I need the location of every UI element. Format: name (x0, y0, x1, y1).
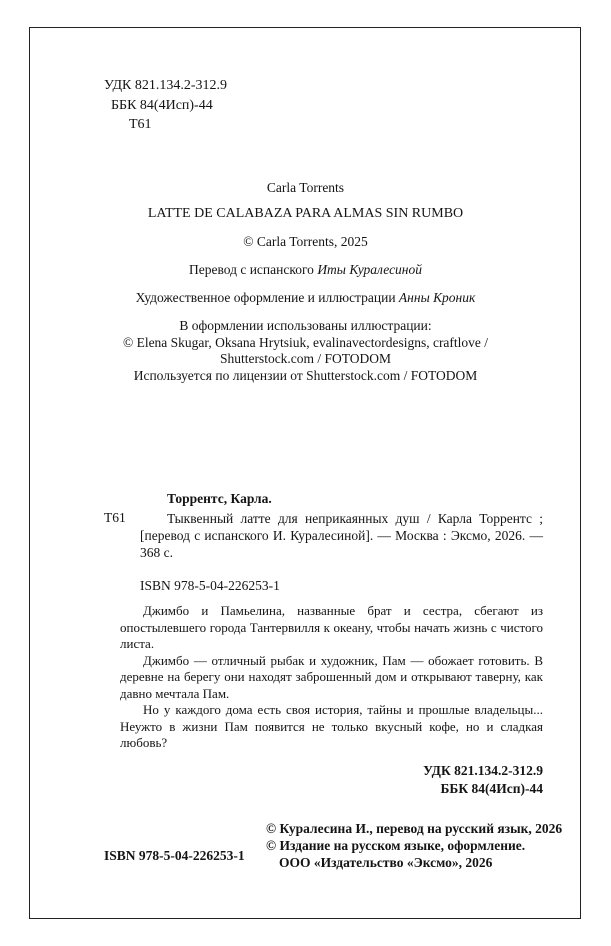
license-note: Используется по лицензии от Shutterstock.com / FOTODOM (133, 367, 478, 383)
annotation-paragraph-3: Но у каждого дома есть своя история, тайны и прошлые владельцы... Неужто в жизни Пам появится не только вкусный кофе, но и сладкая любовь? (120, 702, 543, 750)
annotation-block (120, 603, 543, 752)
udk-code-top: УДК 821.134.2-312.9 (104, 78, 228, 93)
classification-top (104, 76, 227, 135)
catalog-isbn: ISBN 978-5-04-226253-1 (140, 578, 280, 593)
copyright-edition: © Издание на русском языке, оформление. (266, 838, 526, 853)
annotation-paragraph-1: Джимбо и Памьелина, названные брат и сестра, сбегают из опостылевшего города Тантервилля к океану, чтобы начать жизнь с чистого листа. (120, 603, 543, 651)
bbk-code-top: ББК 84(4Исп)-44 (111, 97, 213, 113)
bbk-code-bottom: ББК 84(4Исп)-44 (440, 780, 543, 796)
catalog-author-heading: Торрентс, Карла. (167, 491, 272, 506)
original-copyright: © Carla Torrents, 2025 (243, 234, 368, 249)
annotation-paragraph-2: Джимбо — отличный рыбак и художник, Пам — обожает готовить. В деревне на берегу они находят заброшенный дом и открывают таверну, как давно мечтала Пам. (120, 652, 543, 701)
isbn-bottom: ISBN 978-5-04-226253-1 (104, 848, 245, 863)
title-credits-block (50, 179, 561, 384)
classification-bottom (423, 762, 543, 797)
udk-code-bottom: УДК 821.134.2-312.9 (423, 763, 543, 778)
original-title: LATTE DE CALABAZA PARA ALMAS SIN RUMBO (147, 206, 464, 221)
publisher-copyrights (266, 820, 562, 871)
catalog-author-sign: Т61 (104, 510, 126, 525)
original-author: Carla Torrents (266, 180, 345, 195)
translation-label: Перевод с испанского (188, 262, 314, 277)
author-sign-top: Т61 (129, 117, 152, 132)
translation-credit (50, 261, 561, 278)
copyright-publisher: ООО «Издательство «Эксмо», 2026 (279, 855, 493, 870)
design-credit (50, 289, 561, 306)
illustration-credits (50, 318, 561, 384)
illustrations-credit: © Elena Skugar, Oksana Hrytsiuk, evalinavectordesigns, craftlove / Shutterstock.com / FOTODOM (122, 334, 489, 366)
translator-name: Иты Куралесиной (317, 262, 423, 277)
catalog-description: Тыквенный латте для неприкаянных душ / Карла Торрентс ; [перевод с испанского И. Куралесиной]. — Москва : Эксмо, 2026. — 368 с. (140, 511, 543, 560)
design-label: Художественное оформление и иллюстрации (135, 290, 396, 305)
illustrations-heading: В оформлении использованы иллюстрации: (179, 318, 432, 333)
designer-name: Анны Кроник (398, 290, 476, 305)
copyright-translation: © Куралесина И., перевод на русский язык, 2026 (266, 821, 563, 836)
